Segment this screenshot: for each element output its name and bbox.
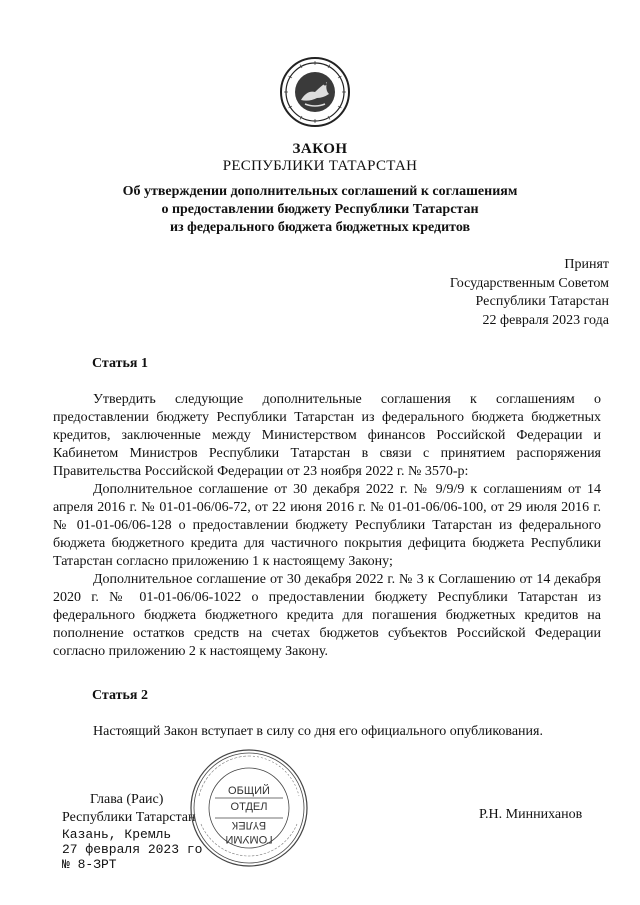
signatory-name: Р.Н. Минниханов (479, 807, 583, 822)
stamp-text: БҮЛЕК (231, 819, 267, 831)
accepted-block (450, 256, 609, 330)
law-heading-line: из федерального бюджета бюджетных кредитов (169, 220, 471, 235)
official-stamp (187, 746, 311, 870)
signature-position: Глава (Раис) (90, 792, 164, 807)
signature-block (62, 791, 202, 872)
article-1-body (53, 391, 601, 661)
accepted-line: Государственным Советом (449, 275, 609, 291)
article-2-paragraph: Настоящий Закон вступает в силу со дня его официального опубликования. (93, 724, 543, 739)
law-heading-line: Об утверждении дополнительных соглашений к соглашениям (122, 184, 518, 199)
article-1-paragraph: Дополнительное соглашение от 30 декабря 2022 г. № 3 к Соглашению от 14 декабря 2020 г. № 01-01-06/06-1022 о предоставлении бюджету Республики Татарстан из федерального бюджета бюджетного кредита для погашения бюджетных кредитов на пополнение остатков средств на счетах бюджетов субъектов Российской Федерации согласно приложению 2 к настоящему Закону. (53, 572, 601, 659)
law-title: ЗАКОН (292, 141, 348, 157)
article-1-paragraph: Дополнительное соглашение от 30 декабря 2022 г. № 9/9/9 к соглашениям от 14 апреля 2016 г. № 01-01-06/06-72, от 22 июня 2016 г. № 01-01-06/06-100, от 29 июля 2016 г. № 01-01-06/06-128 о предоставлении бюджету Республики Татарстан из федерального бюджета бюджетного кредита для частичного покрытия дефицита бюджета Республики Татарстан согласно приложению 1 к настоящему Закону; (53, 482, 601, 569)
signature-place: Казань, Кремль (62, 827, 172, 842)
article-2-title: Статья 2 (92, 688, 148, 703)
law-heading (0, 183, 640, 237)
tatarstan-emblem-icon (279, 56, 351, 128)
signature-position: Республики Татарстан (62, 810, 196, 825)
article-2-body (53, 723, 601, 741)
law-heading-line: о предоставлении бюджету Республики Татарстан (161, 202, 479, 217)
stamp-text: ОТДЕЛ (230, 801, 268, 813)
stamp-text: ОБЩИЙ (228, 785, 270, 797)
accepted-line: Республики Татарстан (475, 294, 609, 309)
accepted-date: 22 февраля 2023 года (482, 312, 609, 328)
signature-date: 27 февраля 2023 го (62, 842, 203, 857)
accepted-line: Принят (564, 257, 609, 272)
law-number: № 8-ЗРТ (62, 857, 117, 872)
law-subtitle: РЕСПУБЛИКИ ТАТАРСТАН (222, 158, 418, 174)
article-1-title: Статья 1 (92, 356, 148, 371)
stamp-text: ГОМУМИ (225, 833, 273, 845)
article-1-paragraph: Утвердить следующие дополнительные соглашения к соглашениям о предоставлении бюджету Республики Татарстан из федерального бюджета бюджетных кредитов, заключенные между Министерством финансов Российской Федерации и Кабинетом Министров Республики Татарстан в связи с принятием распоряжения Правительства Российской Федерации от 23 ноября 2022 г. № 3570-р: (53, 392, 601, 479)
